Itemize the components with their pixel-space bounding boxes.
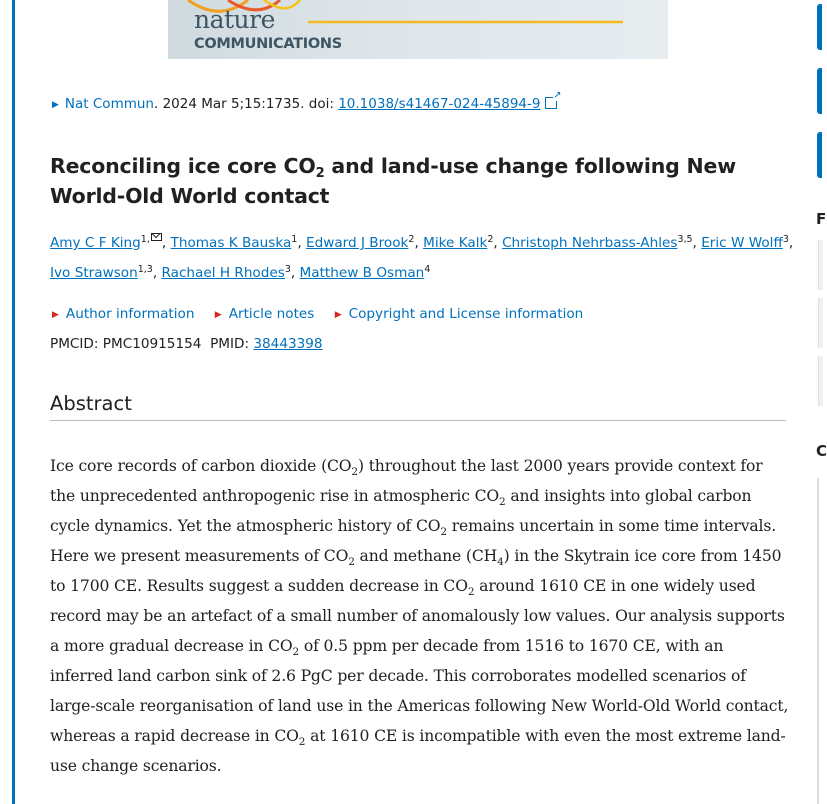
journal-banner[interactable] [168, 0, 668, 59]
author-link[interactable]: Rachael H Rhodes [161, 265, 285, 281]
article-notes-toggle[interactable]: ▶ Article notes [214, 306, 315, 322]
author-information-toggle[interactable]: ▶ Author information [52, 306, 195, 322]
sidebar-tab-2[interactable] [817, 68, 822, 114]
mail-icon[interactable] [151, 233, 162, 241]
author-link[interactable]: Christoph Nehrbass-Ahles [502, 235, 678, 251]
sidebar-card-2[interactable] [818, 298, 823, 348]
author-link[interactable]: Edward J Brook [306, 235, 409, 251]
sidebar-tab-1[interactable] [817, 4, 822, 50]
article-identifiers [50, 334, 323, 354]
pmcid-value: PMC10915154 [102, 336, 202, 352]
expand-triangle-icon: ▶ [52, 310, 59, 320]
author-link[interactable]: Matthew B Osman [299, 265, 425, 281]
author-affiliation: 2 [408, 234, 415, 245]
author-link[interactable]: Mike Kalk [423, 235, 488, 251]
author-affiliation: 3,5 [677, 234, 693, 245]
left-accent-rule [12, 0, 15, 804]
author-affiliation: 1, [141, 234, 162, 245]
author-link[interactable]: Ivo Strawson [50, 265, 138, 281]
expand-triangle-icon[interactable]: ▶ [52, 100, 59, 110]
sidebar-heading-2: C [816, 442, 827, 460]
sidebar-heading-1: F [816, 210, 827, 228]
abstract-heading: Abstract [50, 392, 132, 415]
author-link[interactable]: Eric W Wolff [701, 235, 783, 251]
sidebar-card-3[interactable] [818, 356, 823, 406]
author-link[interactable]: Amy C F King [50, 235, 141, 251]
abstract-divider [50, 420, 786, 421]
expand-triangle-icon: ▶ [214, 310, 222, 320]
banner-nature-text: nature [194, 5, 275, 34]
author-affiliation: 1,3 [137, 264, 153, 275]
author-affiliation: 2 [487, 234, 494, 245]
journal-link[interactable]: Nat Commun [64, 96, 154, 112]
sidebar-panel-border [817, 478, 819, 804]
pmcid-label: PMCID: [50, 336, 103, 352]
article-notes-bar [52, 304, 599, 325]
article-title: Reconciling ice core $CO_2$ and land-use change following New World-Old World contact [50, 154, 736, 208]
author-list: Amy C F King$^{1,}$ , Thomas K Bauska$^1$, Edward J Brook$^2$, Mike Kalk$^2$, Christoph Nehrbass-Ahles$^{3,5}$, Eric W Wolff$^3$, Ivo Strawson$^{1,3}$, Rachael H Rhodes$^3$, Matthew B Osman$^4$ [50, 234, 794, 281]
doi-link[interactable]: 10.1038/s41467-024-45894-9 [338, 96, 541, 112]
author-link[interactable]: Thomas K Bauska [170, 235, 292, 251]
expand-triangle-icon: ▶ [334, 310, 342, 320]
citation-details: . 2024 Mar 5;15:1735. doi: [153, 96, 339, 112]
pmid-link[interactable]: 38443398 [253, 336, 323, 352]
citation-line [52, 94, 557, 115]
external-link-icon[interactable] [545, 97, 557, 109]
pmid-label: PMID: [210, 336, 254, 352]
sidebar-card-1[interactable] [818, 240, 823, 290]
sidebar-tab-3[interactable] [817, 132, 822, 178]
author-affiliation: 3 [284, 264, 291, 275]
copyright-license-toggle[interactable]: ▶ Copyright and License information [334, 306, 584, 322]
banner-communications-text: COMMUNICATIONS [194, 36, 342, 52]
author-affiliation: 1 [291, 234, 298, 245]
author-affiliation: 4 [424, 264, 431, 275]
abstract-text: Ice core records of carbon dioxide $(CO_2)$ throughout the last 2000 years provide context for the unprecedented anthropogenic rise in atmospheric $CO_2$ and insights into global carbon cycle dynamics. Yet the atmospheric history of $CO_2$ remains uncertain in some time intervals. Here we present measurements of $CO_2$ and methane $(CH_4)$ in the Skytrain ice core from 1450 to 1700 CE. Results suggest a sudden decrease in $CO_2$ around 1610 CE in one widely used record may be an artefact of a small number of anomalously low values. Our analysis supports a more gradual decrease in $CO_2$ of 0.5 ppm per decade from 1516 to 1670 CE, with an inferred land carbon sink of 2.6 PgC per decade. This corroborates modelled scenarios of large-scale reorganisation of land use in the Americas following New World-Old World contact, whereas a rapid decrease in $CO_2$ at 1610 CE is incompatible with even the most extreme land-use change scenarios. [50, 457, 789, 775]
author-affiliation: 3 [782, 234, 789, 245]
